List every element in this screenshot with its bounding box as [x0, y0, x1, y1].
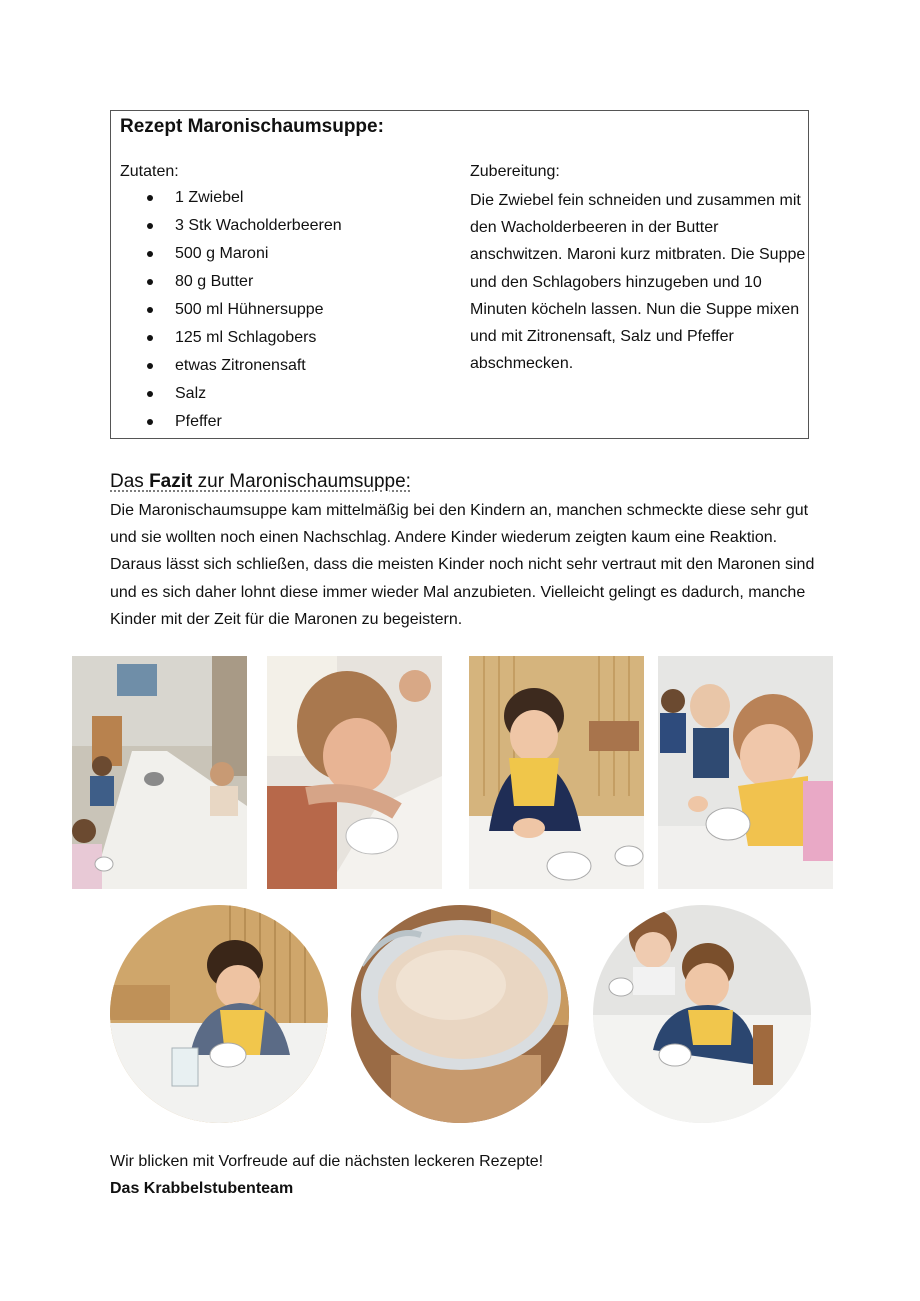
photo-child-drinking — [267, 656, 442, 889]
bullet-icon — [147, 363, 153, 369]
ingredient-item: Salz — [120, 380, 450, 408]
ingredient-item: etwas Zitronensaft — [120, 352, 450, 380]
ingredients-column — [120, 160, 450, 436]
bullet-icon — [147, 307, 153, 313]
closing-line: Wir blicken mit Vorfreude auf die nächsten leckeren Rezepte! — [110, 1153, 544, 1170]
ingredient-item: 125 ml Schlagobers — [120, 324, 450, 352]
bullet-icon — [147, 251, 153, 257]
ingredient-item: 80 g Butter — [120, 268, 450, 296]
ingredient-item: 3 Stk Wacholderbeeren — [120, 212, 450, 240]
recipe-box — [110, 110, 809, 439]
ingredients-list — [120, 184, 450, 436]
team-signature: Das Krabbelstubenteam — [110, 1180, 294, 1197]
recipe-title: Rezept Maronischaumsuppe: — [120, 116, 384, 137]
preparation-heading: Zubereitung: — [470, 163, 560, 180]
photo-two-children-table — [593, 905, 811, 1123]
photo-boy-striped-shirt — [110, 905, 328, 1123]
photo-boy-yellow-bib — [469, 656, 644, 889]
bullet-icon — [147, 391, 153, 397]
preparation-text: Die Zwiebel fein schneiden und zusammen mit den Wacholderbeeren in der Butter anschwitzen. Maroni kurz mitbraten. Die Suppe und den Schlagobers hinzugeben und 10 Minuten köcheln lassen. Nun die Suppe mixen und mit Zitronensaft, Salz und Pfeffer abschmecken. — [470, 192, 806, 373]
photo-soup-bowl — [351, 905, 569, 1123]
fazit-text: Die Maronischaumsuppe kam mittelmäßig bei den Kindern an, manchen schmeckte diese sehr gut und sie wollten noch einen Nachschlag. Andere Kinder wiederum zeigten kaum eine Reaktion. Daraus lässt sich schließen, dass die meisten Kinder noch nicht sehr vertraut mit den Maronen sind und es sich daher lohnt diese immer wieder Mal anzubieten. Vielleicht gelingt es dadurch, manche Kinder mit der Zeit für die Maronen zu begeistern. — [110, 502, 815, 628]
ingredient-item: 500 ml Hühnersuppe — [120, 296, 450, 324]
bullet-icon — [147, 419, 153, 425]
ingredient-item: 1 Zwiebel — [120, 184, 450, 212]
fazit-heading: Das Fazit zur Maronischaumsuppe: — [110, 471, 411, 492]
ingredient-item: 500 g Maroni — [120, 240, 450, 268]
ingredient-item: Pfeffer — [120, 408, 450, 436]
photo-girl-pink-sleeves — [658, 656, 833, 889]
preparation-column — [470, 160, 806, 377]
bullet-icon — [147, 195, 153, 201]
bullet-icon — [147, 223, 153, 229]
bullet-icon — [147, 335, 153, 341]
bullet-icon — [147, 279, 153, 285]
photo-table-overview — [72, 656, 247, 889]
ingredients-heading: Zutaten: — [120, 163, 179, 180]
